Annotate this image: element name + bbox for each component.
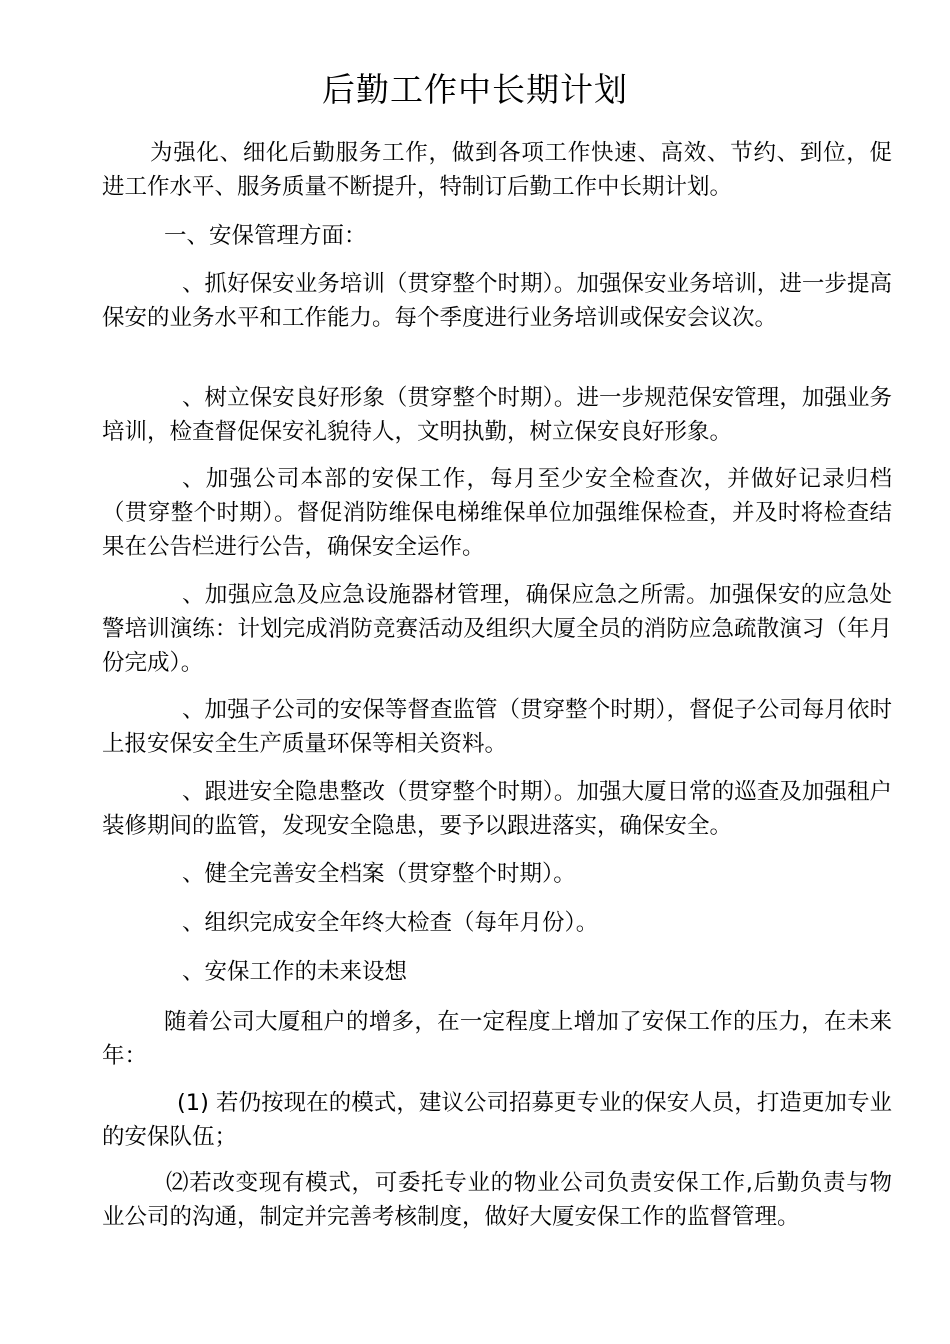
list-item: 、加强公司本部的安保工作，每月至少安全检查次，并做好记录归档（贯穿整个时期）。督促消防维保电梯维保单位加强维保检查，并及时将检查结果在公告栏进行公告，确保安全运作。 xyxy=(102,466,892,560)
intro-paragraph: 为强化、细化后勤服务工作，做到各项工作快速、高效、节约、到位，促进工作水平、服务质量不断提升，特制订后勤工作中长期计划。 xyxy=(102,140,892,200)
option-1-paragraph: (1) 若仍按现在的模式，建议公司招募更专业的保安人员，打造更加专业的安保队伍； xyxy=(102,1090,892,1150)
section-heading: 一、安保管理方面： xyxy=(164,223,367,249)
list-item: 、安保工作的未来设想 xyxy=(182,959,408,985)
future-intro-paragraph: 随着公司大厦租户的增多，在一定程度上增加了安保工作的压力，在未来年： xyxy=(102,1009,892,1069)
list-item: 、加强子公司的安保等督查监管（贯穿整个时期），督促子公司每月依时上报安保安全生产质量环保等相关资料。 xyxy=(102,697,892,757)
list-item: 、组织完成安全年终大检查（每年月份）。 xyxy=(182,910,599,936)
list-item: 、健全完善安全档案（贯穿整个时期）。 xyxy=(182,861,576,887)
list-item: 、抓好保安业务培训（贯穿整个时期）。加强保安业务培训，进一步提高保安的业务水平和工作能力。每个季度进行业务培训或保安会议次。 xyxy=(102,271,892,331)
option-2-paragraph: ⑵若改变现有模式，可委托专业的物业公司负责安保工作,后勤负责与物业公司的沟通，制定并完善考核制度，做好大厦安保工作的监督管理。 xyxy=(102,1170,892,1230)
document-title: 后勤工作中长期计划 xyxy=(322,70,628,109)
list-item: 、跟进安全隐患整改（贯穿整个时期）。加强大厦日常的巡查及加强租户装修期间的监管，发现安全隐患，要予以跟进落实，确保安全。 xyxy=(102,779,892,839)
list-item: 、树立保安良好形象（贯穿整个时期）。进一步规范保安管理，加强业务培训，检查督促保安礼貌待人，文明执勤，树立保安良好形象。 xyxy=(102,385,892,445)
list-item: 、加强应急及应急设施器材管理，确保应急之所需。加强保安的应急处警培训演练：计划完成消防竞赛活动及组织大厦全员的消防应急疏散演习（年月份完成）。 xyxy=(102,582,892,676)
